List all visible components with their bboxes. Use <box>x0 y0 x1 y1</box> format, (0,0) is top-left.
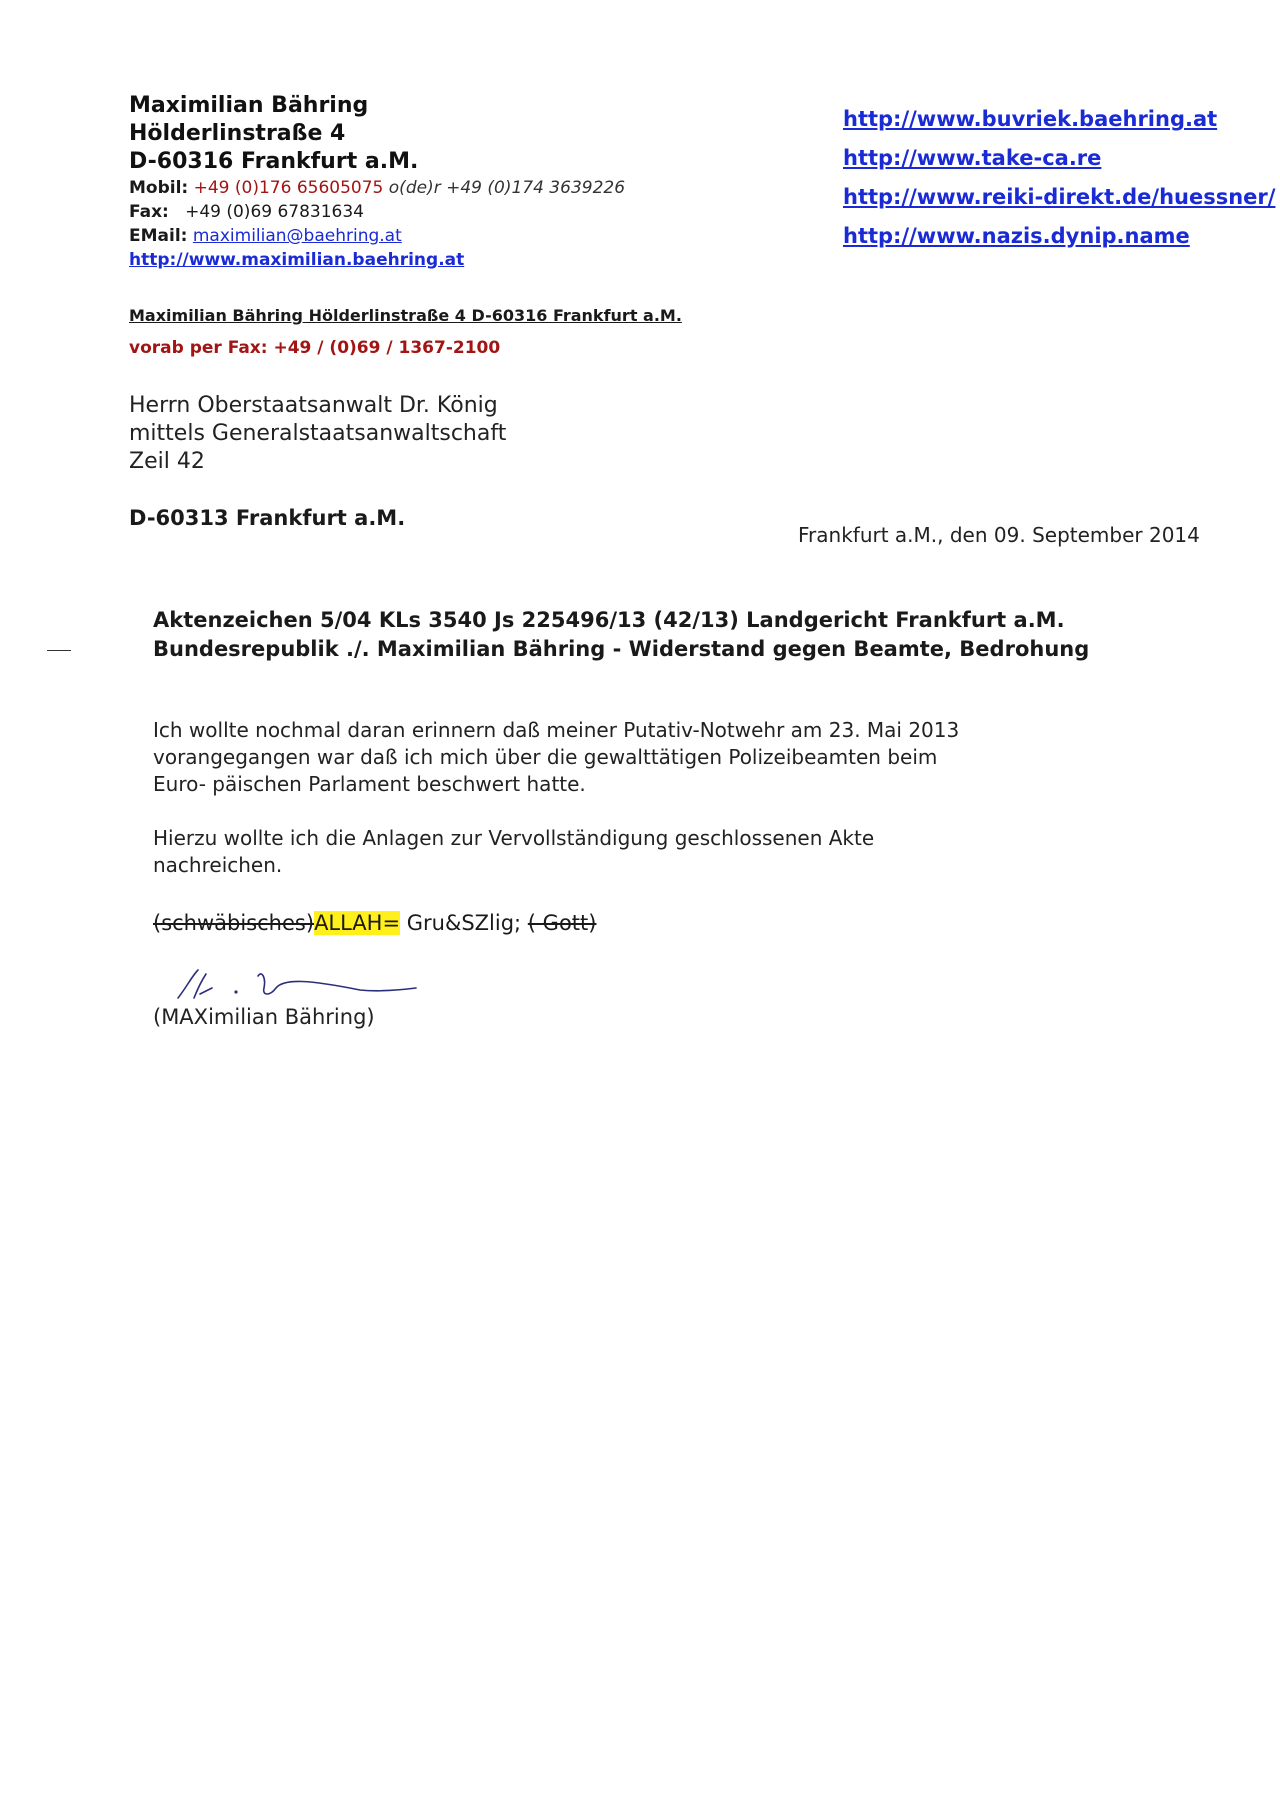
fold-mark <box>47 650 71 651</box>
closing-text: Gru&SZlig; <box>400 911 528 935</box>
sender-return-line: Maximilian Bähring Hölderlinstraße 4 D-60316 Frankfurt a.M. <box>129 306 682 325</box>
fax-row <box>129 200 625 224</box>
sender-street: Hölderlinstraße 4 <box>129 121 346 146</box>
fax-notice-prefix: vorab per Fax: <box>129 338 274 358</box>
mobil-number-1: +49 (0)176 65605075 <box>193 178 384 198</box>
recipient-block <box>129 392 506 476</box>
recipient-line-2: mittels Generalstaatsanwaltschaft <box>129 421 507 446</box>
link-buvriek[interactable]: http://www.buvriek.baehring.at <box>843 107 1218 131</box>
closing-struck-1: (schwäbisches) <box>153 911 315 935</box>
fax-notice-number: +49 / (0)69 / 1367-2100 <box>273 338 501 358</box>
subject-block <box>153 606 1089 664</box>
fax-number: +49 (0)69 67831634 <box>185 202 365 222</box>
sender-city: D-60316 Frankfurt a.M. <box>129 149 419 174</box>
closing-struck-2: ( Gott) <box>527 911 597 935</box>
body-paragraph-2: Hierzu wollte ich die Anlagen zur Vervollständigung geschlossenen Akte nachreichen. <box>153 826 875 877</box>
signature-name: (MAXimilian Bähring) <box>153 1005 375 1029</box>
recipient-city: D-60313 Frankfurt a.M. <box>129 506 406 530</box>
link-nazis-dynip[interactable]: http://www.nazis.dynip.name <box>843 224 1190 248</box>
mobil-number-2: +49 (0)174 3639226 <box>446 178 626 198</box>
recipient-line-3: Zeil 42 <box>129 449 205 474</box>
subject-line-1: Aktenzeichen 5/04 KLs 3540 Js 225496/13 (42/13) Landgericht Frankfurt a.M. <box>153 608 1065 632</box>
or-text: o(de)r <box>388 178 441 198</box>
link-take-care[interactable]: http://www.take-ca.re <box>843 146 1102 170</box>
email-link[interactable]: maximilian@baehring.at <box>192 226 402 246</box>
letter-date: Frankfurt a.M., den 09. September 2014 <box>798 523 1200 547</box>
website-link[interactable]: http://www.maximilian.baehring.at <box>129 250 465 270</box>
subject-line-2: Bundesrepublik ./. Maximilian Bähring - Widerstand gegen Beamte, Bedrohung <box>153 637 1090 661</box>
closing-line <box>153 908 596 938</box>
fax-notice <box>129 338 500 358</box>
body-paragraph-1: Ich wollte nochmal daran erinnern daß meiner Putativ-Notwehr am 23. Mai 2013 vorangegangen war daß ich mich über die gewalttätigen Polizeibeamten beim Euro- päischen Parlament beschwert hatte. <box>153 718 960 796</box>
email-label: EMail: <box>129 226 188 246</box>
email-row <box>129 224 625 248</box>
link-reiki-direkt[interactable]: http://www.reiki-direkt.de/huessner/ <box>843 185 1276 209</box>
mobil-label: Mobil: <box>129 178 189 198</box>
closing-highlighted: ALLAH= <box>314 911 401 935</box>
external-links-list <box>843 100 1275 256</box>
recipient-line-1: Herrn Oberstaatsanwalt Dr. König <box>129 393 498 418</box>
mobil-row <box>129 176 625 200</box>
letter-body <box>153 717 983 906</box>
handwritten-signature <box>160 958 420 1008</box>
sender-name: Maximilian Bähring <box>129 93 369 118</box>
website-row <box>129 248 625 272</box>
sender-contact-block <box>129 176 625 272</box>
sender-address-block <box>129 92 418 176</box>
fax-label: Fax: <box>129 202 169 222</box>
